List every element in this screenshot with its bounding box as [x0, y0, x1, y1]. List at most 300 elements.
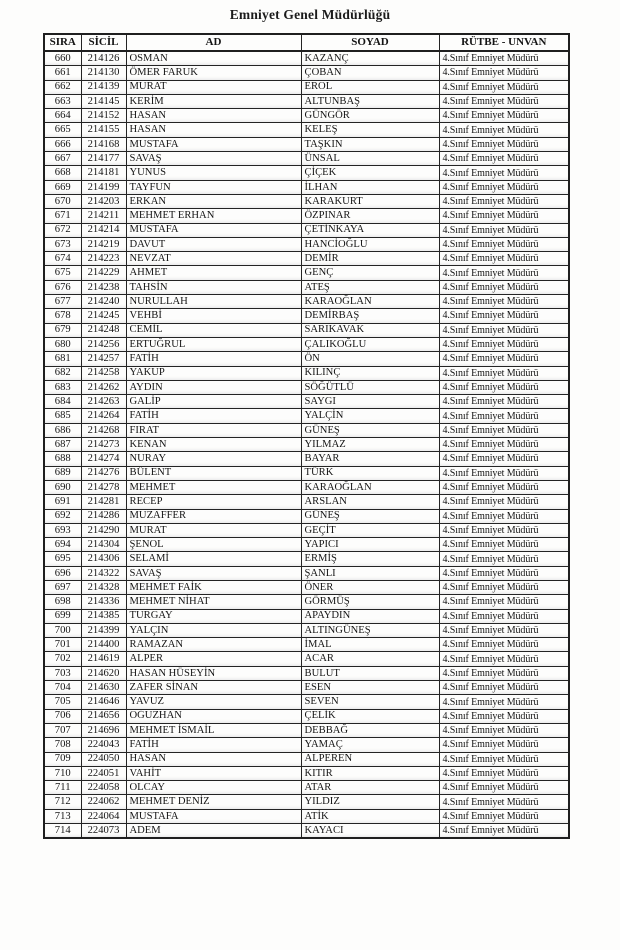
cell-soyad: ACAR [301, 652, 439, 666]
cell-rutbe-unvan: 4.Sınıf Emniyet Müdürü [439, 509, 569, 523]
cell-sira: 671 [44, 209, 81, 223]
cell-soyad: ATİK [301, 809, 439, 823]
cell-sicil: 214214 [81, 223, 126, 237]
table-row [44, 337, 569, 351]
cell-sira: 712 [44, 795, 81, 809]
cell-sicil: 224062 [81, 795, 126, 809]
table-row [44, 781, 569, 795]
cell-ad: RECEP [126, 495, 301, 509]
cell-sicil: 224051 [81, 766, 126, 780]
cell-soyad: ESEN [301, 681, 439, 695]
cell-sira: 687 [44, 438, 81, 452]
cell-soyad: ÜNSAL [301, 152, 439, 166]
cell-sira: 668 [44, 166, 81, 180]
table-row [44, 480, 569, 494]
table-row [44, 266, 569, 280]
cell-sicil: 214281 [81, 495, 126, 509]
cell-rutbe-unvan: 4.Sınıf Emniyet Müdürü [439, 738, 569, 752]
cell-soyad: BULUT [301, 666, 439, 680]
cell-sicil: 224058 [81, 781, 126, 795]
cell-sicil: 214256 [81, 337, 126, 351]
table-row [44, 666, 569, 680]
cell-sicil: 214258 [81, 366, 126, 380]
cell-sicil: 214152 [81, 109, 126, 123]
cell-rutbe-unvan: 4.Sınıf Emniyet Müdürü [439, 681, 569, 695]
cell-sira: 714 [44, 824, 81, 839]
cell-ad: VEHBİ [126, 309, 301, 323]
table-row [44, 237, 569, 251]
cell-ad: YAKUP [126, 366, 301, 380]
cell-ad: OSMAN [126, 51, 301, 66]
table-row [44, 566, 569, 580]
cell-sicil: 214177 [81, 152, 126, 166]
cell-sira: 682 [44, 366, 81, 380]
cell-soyad: SARIKAVAK [301, 323, 439, 337]
table-row [44, 409, 569, 423]
cell-soyad: YALÇİN [301, 409, 439, 423]
table-row [44, 438, 569, 452]
cell-soyad: DEBBAĞ [301, 723, 439, 737]
cell-rutbe-unvan: 4.Sınıf Emniyet Müdürü [439, 552, 569, 566]
table-row [44, 194, 569, 208]
cell-rutbe-unvan: 4.Sınıf Emniyet Müdürü [439, 180, 569, 194]
table-row [44, 681, 569, 695]
cell-soyad: ÖN [301, 352, 439, 366]
cell-ad: OLCAY [126, 781, 301, 795]
cell-soyad: ATEŞ [301, 280, 439, 294]
cell-rutbe-unvan: 4.Sınıf Emniyet Müdürü [439, 438, 569, 452]
cell-ad: NEVZAT [126, 252, 301, 266]
cell-ad: OĞUZHAN [126, 709, 301, 723]
table-row [44, 795, 569, 809]
cell-ad: AHMET [126, 266, 301, 280]
cell-soyad: ÇETİNKAYA [301, 223, 439, 237]
cell-ad: MEHMET FAİK [126, 580, 301, 594]
cell-sira: 689 [44, 466, 81, 480]
cell-sira: 662 [44, 80, 81, 94]
cell-ad: AYDIN [126, 380, 301, 394]
cell-sira: 672 [44, 223, 81, 237]
cell-rutbe-unvan: 4.Sınıf Emniyet Müdürü [439, 595, 569, 609]
cell-sira: 694 [44, 538, 81, 552]
cell-rutbe-unvan: 4.Sınıf Emniyet Müdürü [439, 295, 569, 309]
cell-rutbe-unvan: 4.Sınıf Emniyet Müdürü [439, 452, 569, 466]
cell-sicil: 214646 [81, 695, 126, 709]
cell-soyad: SEVEN [301, 695, 439, 709]
cell-soyad: İLHAN [301, 180, 439, 194]
table-header [44, 34, 569, 51]
cell-soyad: BAYAR [301, 452, 439, 466]
cell-ad: MUSTAFA [126, 137, 301, 151]
table-row [44, 638, 569, 652]
cell-rutbe-unvan: 4.Sınıf Emniyet Müdürü [439, 480, 569, 494]
cell-sicil: 214336 [81, 595, 126, 609]
cell-ad: MUSTAFA [126, 809, 301, 823]
table-row [44, 166, 569, 180]
cell-soyad: ÇOBAN [301, 66, 439, 80]
cell-sicil: 214211 [81, 209, 126, 223]
cell-soyad: ATAR [301, 781, 439, 795]
cell-soyad: GÜNGÖR [301, 109, 439, 123]
cell-rutbe-unvan: 4.Sınıf Emniyet Müdürü [439, 538, 569, 552]
cell-soyad: TAŞKIN [301, 137, 439, 151]
cell-ad: TAYFUN [126, 180, 301, 194]
cell-sicil: 214139 [81, 80, 126, 94]
cell-ad: NURAY [126, 452, 301, 466]
cell-rutbe-unvan: 4.Sınıf Emniyet Müdürü [439, 137, 569, 151]
cell-sira: 690 [44, 480, 81, 494]
cell-sira: 696 [44, 566, 81, 580]
cell-ad: SAVAŞ [126, 566, 301, 580]
cell-sira: 713 [44, 809, 81, 823]
cell-sira: 681 [44, 352, 81, 366]
cell-sicil: 214130 [81, 66, 126, 80]
cell-ad: MEHMET NİHAT [126, 595, 301, 609]
cell-rutbe-unvan: 4.Sınıf Emniyet Müdürü [439, 423, 569, 437]
table-row [44, 152, 569, 166]
cell-ad: RAMAZAN [126, 638, 301, 652]
table-row [44, 209, 569, 223]
header-row [44, 34, 569, 51]
header-sicil: SİCİL [81, 34, 126, 51]
table-row [44, 523, 569, 537]
cell-sira: 704 [44, 681, 81, 695]
cell-ad: FATİH [126, 352, 301, 366]
cell-sicil: 214322 [81, 566, 126, 580]
table-row [44, 538, 569, 552]
cell-rutbe-unvan: 4.Sınıf Emniyet Müdürü [439, 66, 569, 80]
cell-sira: 663 [44, 94, 81, 108]
cell-rutbe-unvan: 4.Sınıf Emniyet Müdürü [439, 638, 569, 652]
cell-sicil: 214696 [81, 723, 126, 737]
cell-sira: 710 [44, 766, 81, 780]
cell-sira: 705 [44, 695, 81, 709]
cell-sira: 688 [44, 452, 81, 466]
cell-sira: 691 [44, 495, 81, 509]
cell-sicil: 214238 [81, 280, 126, 294]
cell-rutbe-unvan: 4.Sınıf Emniyet Müdürü [439, 80, 569, 94]
cell-sira: 680 [44, 337, 81, 351]
cell-ad: DAVUT [126, 237, 301, 251]
cell-rutbe-unvan: 4.Sınıf Emniyet Müdürü [439, 409, 569, 423]
table-row [44, 623, 569, 637]
cell-rutbe-unvan: 4.Sınıf Emniyet Müdürü [439, 809, 569, 823]
table-row [44, 309, 569, 323]
cell-ad: KENAN [126, 438, 301, 452]
cell-soyad: YILMAZ [301, 438, 439, 452]
cell-sira: 709 [44, 752, 81, 766]
cell-sicil: 214328 [81, 580, 126, 594]
cell-ad: MURAT [126, 80, 301, 94]
cell-soyad: KITIR [301, 766, 439, 780]
cell-ad: NURULLAH [126, 295, 301, 309]
table-row [44, 709, 569, 723]
cell-rutbe-unvan: 4.Sınıf Emniyet Müdürü [439, 366, 569, 380]
cell-rutbe-unvan: 4.Sınıf Emniyet Müdürü [439, 94, 569, 108]
cell-rutbe-unvan: 4.Sınıf Emniyet Müdürü [439, 580, 569, 594]
cell-sicil: 224050 [81, 752, 126, 766]
table-row [44, 466, 569, 480]
cell-ad: CEMİL [126, 323, 301, 337]
cell-soyad: GENÇ [301, 266, 439, 280]
cell-rutbe-unvan: 4.Sınıf Emniyet Müdürü [439, 337, 569, 351]
cell-sicil: 214262 [81, 380, 126, 394]
cell-ad: FIRAT [126, 423, 301, 437]
cell-soyad: GÜNEŞ [301, 509, 439, 523]
personnel-table [43, 33, 570, 839]
cell-sira: 683 [44, 380, 81, 394]
table-row [44, 652, 569, 666]
cell-ad: ŞENOL [126, 538, 301, 552]
cell-soyad: KILINÇ [301, 366, 439, 380]
table-row [44, 752, 569, 766]
cell-sicil: 214304 [81, 538, 126, 552]
cell-sira: 695 [44, 552, 81, 566]
cell-sira: 684 [44, 395, 81, 409]
cell-ad: HASAN [126, 109, 301, 123]
cell-soyad: ÇALIKOĞLU [301, 337, 439, 351]
cell-rutbe-unvan: 4.Sınıf Emniyet Müdürü [439, 495, 569, 509]
cell-sira: 679 [44, 323, 81, 337]
cell-ad: FATİH [126, 409, 301, 423]
table-row [44, 80, 569, 94]
cell-rutbe-unvan: 4.Sınıf Emniyet Müdürü [439, 781, 569, 795]
cell-rutbe-unvan: 4.Sınıf Emniyet Müdürü [439, 652, 569, 666]
cell-sicil: 214263 [81, 395, 126, 409]
cell-sira: 698 [44, 595, 81, 609]
cell-soyad: GÜNEŞ [301, 423, 439, 437]
cell-sicil: 224043 [81, 738, 126, 752]
header-sira: SIRA [44, 34, 81, 51]
table-row [44, 395, 569, 409]
cell-rutbe-unvan: 4.Sınıf Emniyet Müdürü [439, 824, 569, 839]
cell-soyad: TÜRK [301, 466, 439, 480]
cell-soyad: DEMİRBAŞ [301, 309, 439, 323]
cell-ad: ZAFER SİNAN [126, 681, 301, 695]
table-row [44, 366, 569, 380]
cell-sicil: 214155 [81, 123, 126, 137]
table-row [44, 809, 569, 823]
cell-rutbe-unvan: 4.Sınıf Emniyet Müdürü [439, 566, 569, 580]
table-row [44, 509, 569, 523]
cell-ad: ERKAN [126, 194, 301, 208]
cell-ad: SELAMİ [126, 552, 301, 566]
cell-sicil: 214229 [81, 266, 126, 280]
cell-sicil: 214245 [81, 309, 126, 323]
cell-sira: 711 [44, 781, 81, 795]
cell-rutbe-unvan: 4.Sınıf Emniyet Müdürü [439, 395, 569, 409]
header-rutbe-unvan: RÜTBE - UNVAN [439, 34, 569, 51]
header-soyad: SOYAD [301, 34, 439, 51]
table-row [44, 609, 569, 623]
table-row [44, 223, 569, 237]
cell-sira: 666 [44, 137, 81, 151]
cell-rutbe-unvan: 4.Sınıf Emniyet Müdürü [439, 795, 569, 809]
cell-sicil: 214273 [81, 438, 126, 452]
cell-ad: ÖMER FARUK [126, 66, 301, 80]
cell-sira: 676 [44, 280, 81, 294]
table-row [44, 738, 569, 752]
header-ad: AD [126, 34, 301, 51]
cell-sicil: 214168 [81, 137, 126, 151]
cell-soyad: ŞANLI [301, 566, 439, 580]
cell-soyad: KARAOĞLAN [301, 295, 439, 309]
cell-ad: FATİH [126, 738, 301, 752]
table-body [44, 51, 569, 838]
cell-ad: ERTUĞRUL [126, 337, 301, 351]
cell-soyad: ÇİÇEK [301, 166, 439, 180]
cell-sira: 669 [44, 180, 81, 194]
cell-sicil: 214290 [81, 523, 126, 537]
cell-rutbe-unvan: 4.Sınıf Emniyet Müdürü [439, 152, 569, 166]
table-row [44, 380, 569, 394]
cell-soyad: YAPICI [301, 538, 439, 552]
cell-ad: YUNUS [126, 166, 301, 180]
cell-sira: 677 [44, 295, 81, 309]
cell-sicil: 214278 [81, 480, 126, 494]
cell-rutbe-unvan: 4.Sınıf Emniyet Müdürü [439, 523, 569, 537]
table-row [44, 580, 569, 594]
cell-ad: MEHMET ERHAN [126, 209, 301, 223]
cell-sicil: 214620 [81, 666, 126, 680]
cell-ad: SAVAŞ [126, 152, 301, 166]
cell-soyad: KAZANÇ [301, 51, 439, 66]
cell-ad: MEHMET [126, 480, 301, 494]
cell-soyad: ALPEREN [301, 752, 439, 766]
cell-sicil: 214203 [81, 194, 126, 208]
table-row [44, 280, 569, 294]
cell-rutbe-unvan: 4.Sınıf Emniyet Müdürü [439, 252, 569, 266]
cell-rutbe-unvan: 4.Sınıf Emniyet Müdürü [439, 709, 569, 723]
table-row [44, 94, 569, 108]
cell-ad: YAVUZ [126, 695, 301, 709]
cell-sicil: 214240 [81, 295, 126, 309]
cell-rutbe-unvan: 4.Sınıf Emniyet Müdürü [439, 766, 569, 780]
cell-ad: TURGAY [126, 609, 301, 623]
table-row [44, 180, 569, 194]
cell-sira: 678 [44, 309, 81, 323]
table-row [44, 51, 569, 66]
table-row [44, 66, 569, 80]
cell-soyad: YAMAÇ [301, 738, 439, 752]
cell-ad: MURAT [126, 523, 301, 537]
cell-soyad: YILDIZ [301, 795, 439, 809]
cell-sicil: 214399 [81, 623, 126, 637]
cell-sira: 660 [44, 51, 81, 66]
table-row [44, 824, 569, 839]
cell-rutbe-unvan: 4.Sınıf Emniyet Müdürü [439, 609, 569, 623]
cell-sicil: 214199 [81, 180, 126, 194]
table-row [44, 109, 569, 123]
cell-soyad: EROL [301, 80, 439, 94]
cell-rutbe-unvan: 4.Sınıf Emniyet Müdürü [439, 466, 569, 480]
cell-sicil: 214385 [81, 609, 126, 623]
cell-rutbe-unvan: 4.Sınıf Emniyet Müdürü [439, 223, 569, 237]
cell-sira: 701 [44, 638, 81, 652]
cell-sira: 700 [44, 623, 81, 637]
cell-soyad: ÇELİK [301, 709, 439, 723]
cell-ad: TAHSİN [126, 280, 301, 294]
cell-soyad: İMAL [301, 638, 439, 652]
cell-rutbe-unvan: 4.Sınıf Emniyet Müdürü [439, 723, 569, 737]
table-row [44, 452, 569, 466]
cell-rutbe-unvan: 4.Sınıf Emniyet Müdürü [439, 109, 569, 123]
cell-rutbe-unvan: 4.Sınıf Emniyet Müdürü [439, 209, 569, 223]
cell-soyad: KELEŞ [301, 123, 439, 137]
cell-sira: 706 [44, 709, 81, 723]
cell-soyad: SAYGI [301, 395, 439, 409]
cell-sira: 707 [44, 723, 81, 737]
cell-rutbe-unvan: 4.Sınıf Emniyet Müdürü [439, 666, 569, 680]
cell-ad: MUSTAFA [126, 223, 301, 237]
cell-sicil: 214656 [81, 709, 126, 723]
cell-ad: GALİP [126, 395, 301, 409]
cell-sicil: 214619 [81, 652, 126, 666]
cell-ad: BÜLENT [126, 466, 301, 480]
cell-soyad: ALTUNBAŞ [301, 94, 439, 108]
table-row [44, 495, 569, 509]
cell-ad: HASAN [126, 752, 301, 766]
cell-sira: 674 [44, 252, 81, 266]
cell-ad: HASAN HÜSEYİN [126, 666, 301, 680]
cell-ad: KERİM [126, 94, 301, 108]
cell-ad: MEHMET DENİZ [126, 795, 301, 809]
cell-soyad: KAYACI [301, 824, 439, 839]
cell-sicil: 214268 [81, 423, 126, 437]
cell-sicil: 214276 [81, 466, 126, 480]
cell-rutbe-unvan: 4.Sınıf Emniyet Müdürü [439, 280, 569, 294]
cell-ad: MEHMET İSMAİL [126, 723, 301, 737]
table-row [44, 352, 569, 366]
cell-soyad: SÖĞÜTLÜ [301, 380, 439, 394]
cell-sicil: 214630 [81, 681, 126, 695]
cell-soyad: ÖNER [301, 580, 439, 594]
cell-soyad: ARSLAN [301, 495, 439, 509]
cell-sicil: 214400 [81, 638, 126, 652]
cell-ad: VAHİT [126, 766, 301, 780]
cell-rutbe-unvan: 4.Sınıf Emniyet Müdürü [439, 51, 569, 66]
table-row [44, 423, 569, 437]
cell-sicil: 214223 [81, 252, 126, 266]
cell-sicil: 224073 [81, 824, 126, 839]
cell-sira: 699 [44, 609, 81, 623]
cell-soyad: GÖRMÜŞ [301, 595, 439, 609]
cell-sira: 686 [44, 423, 81, 437]
cell-sira: 661 [44, 66, 81, 80]
cell-sicil: 214257 [81, 352, 126, 366]
cell-ad: MUZAFFER [126, 509, 301, 523]
cell-ad: YALÇIN [126, 623, 301, 637]
cell-rutbe-unvan: 4.Sınıf Emniyet Müdürü [439, 380, 569, 394]
cell-sira: 667 [44, 152, 81, 166]
cell-ad: HASAN [126, 123, 301, 137]
cell-sira: 708 [44, 738, 81, 752]
cell-sira: 702 [44, 652, 81, 666]
page-title: Emniyet Genel Müdürlüğü [229, 7, 391, 22]
cell-soyad: ERMİŞ [301, 552, 439, 566]
cell-rutbe-unvan: 4.Sınıf Emniyet Müdürü [439, 695, 569, 709]
cell-soyad: KARAKURT [301, 194, 439, 208]
cell-sira: 703 [44, 666, 81, 680]
cell-sicil: 224064 [81, 809, 126, 823]
table-row [44, 252, 569, 266]
table-row [44, 123, 569, 137]
cell-rutbe-unvan: 4.Sınıf Emniyet Müdürü [439, 166, 569, 180]
cell-rutbe-unvan: 4.Sınıf Emniyet Müdürü [439, 309, 569, 323]
cell-sicil: 214126 [81, 51, 126, 66]
cell-rutbe-unvan: 4.Sınıf Emniyet Müdürü [439, 123, 569, 137]
cell-ad: ADEM [126, 824, 301, 839]
